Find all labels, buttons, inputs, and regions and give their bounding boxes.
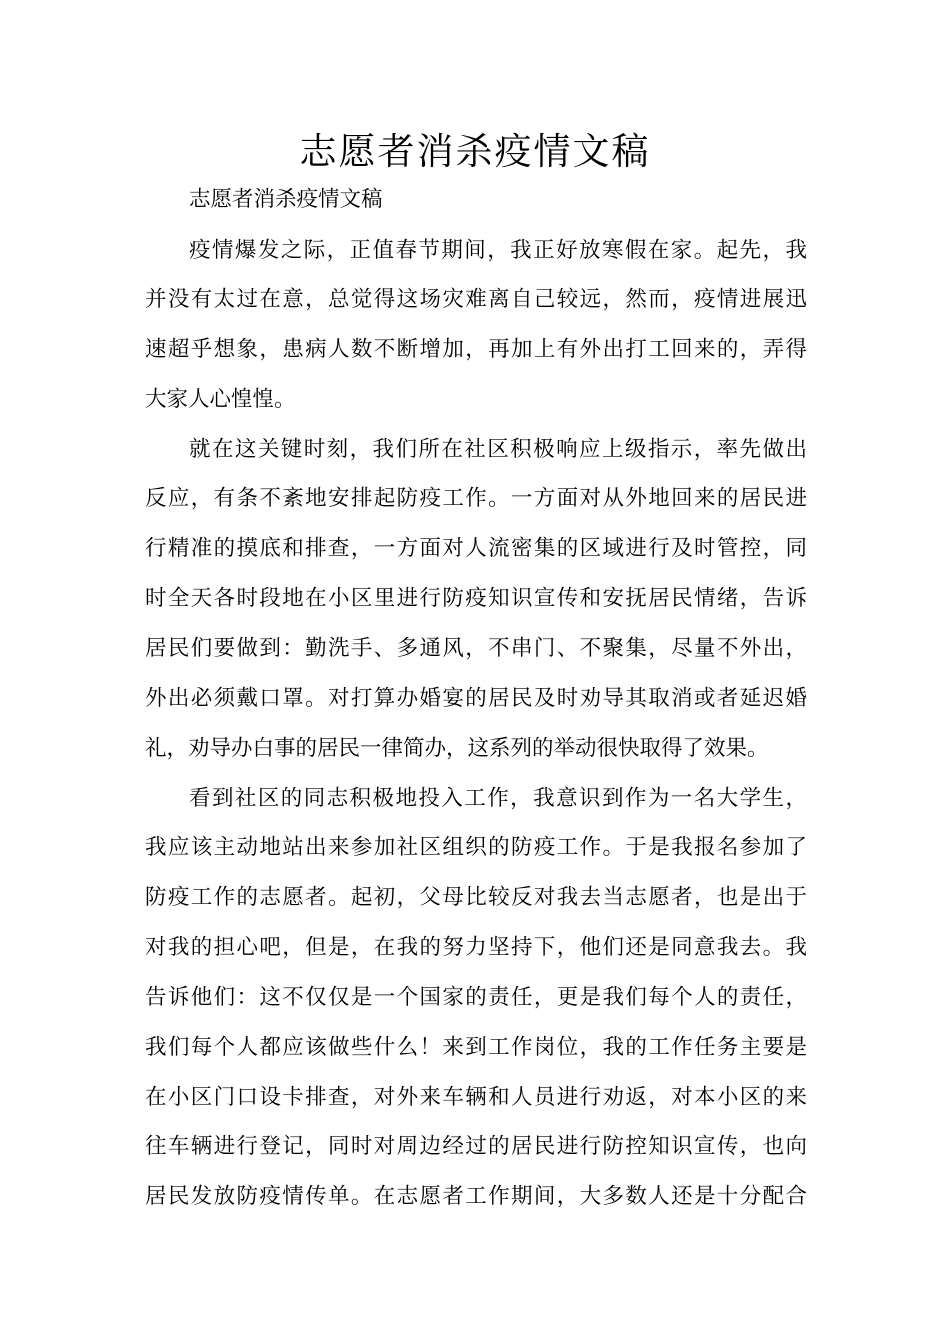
body-line: 反应，有条不紊地安排起防疫工作。一方面对从外地回来的居民进 [145, 486, 807, 511]
body-line: 我们每个人都应该做些什么！来到工作岗位，我的工作任务主要是 [145, 1035, 807, 1060]
body-line: 在小区门口设卡排查，对外来车辆和人员进行劝返，对本小区的来 [145, 1085, 807, 1110]
body-line: 居民发放防疫情传单。在志愿者工作期间，大多数人还是十分配合 [145, 1184, 807, 1209]
body-line: 往车辆进行登记，同时对周边经过的居民进行防控知识宣传，也向 [145, 1134, 807, 1159]
body-line: 礼，劝导办白事的居民一律简办，这系列的举动很快取得了效果。 [145, 736, 769, 761]
body-line: 居民们要做到：勤洗手、多通风，不串门、不聚集，尽量不外出， [145, 636, 807, 661]
body-line: 疫情爆发之际，正值春节期间，我正好放寒假在家。起先，我 [189, 238, 807, 263]
body-line: 速超乎想象，患病人数不断增加，再加上有外出打工回来的，弄得 [145, 337, 807, 362]
body-line: 就在这关键时刻，我们所在社区积极响应上级指示，率先做出 [189, 437, 807, 462]
body-line: 外出必须戴口罩。对打算办婚宴的居民及时劝导其取消或者延迟婚 [145, 686, 807, 711]
body-line: 行精准的摸底和排查，一方面对人流密集的区域进行及时管控，同 [145, 536, 807, 561]
body-line: 看到社区的同志积极地投入工作，我意识到作为一名大学生， [189, 786, 807, 811]
body-line: 对我的担心吧，但是，在我的努力坚持下，他们还是同意我去。我 [145, 935, 807, 960]
document-subtitle: 志愿者消杀疫情文稿 [189, 187, 383, 212]
body-line: 告诉他们：这不仅仅是一个国家的责任，更是我们每个人的责任， [145, 985, 807, 1010]
body-line: 大家人心惶惶。 [145, 387, 296, 412]
body-line: 我应该主动地站出来参加社区组织的防疫工作。于是我报名参加了 [145, 835, 807, 860]
document-title: 志愿者消杀疫情文稿 [299, 130, 651, 173]
body-line: 并没有太过在意，总觉得这场灾难离自己较远，然而，疫情进展迅 [145, 287, 807, 312]
body-line: 防疫工作的志愿者。起初，父母比较反对我去当志愿者，也是出于 [145, 885, 807, 910]
body-line: 时全天各时段地在小区里进行防疫知识宣传和安抚居民情绪，告诉 [145, 586, 807, 611]
